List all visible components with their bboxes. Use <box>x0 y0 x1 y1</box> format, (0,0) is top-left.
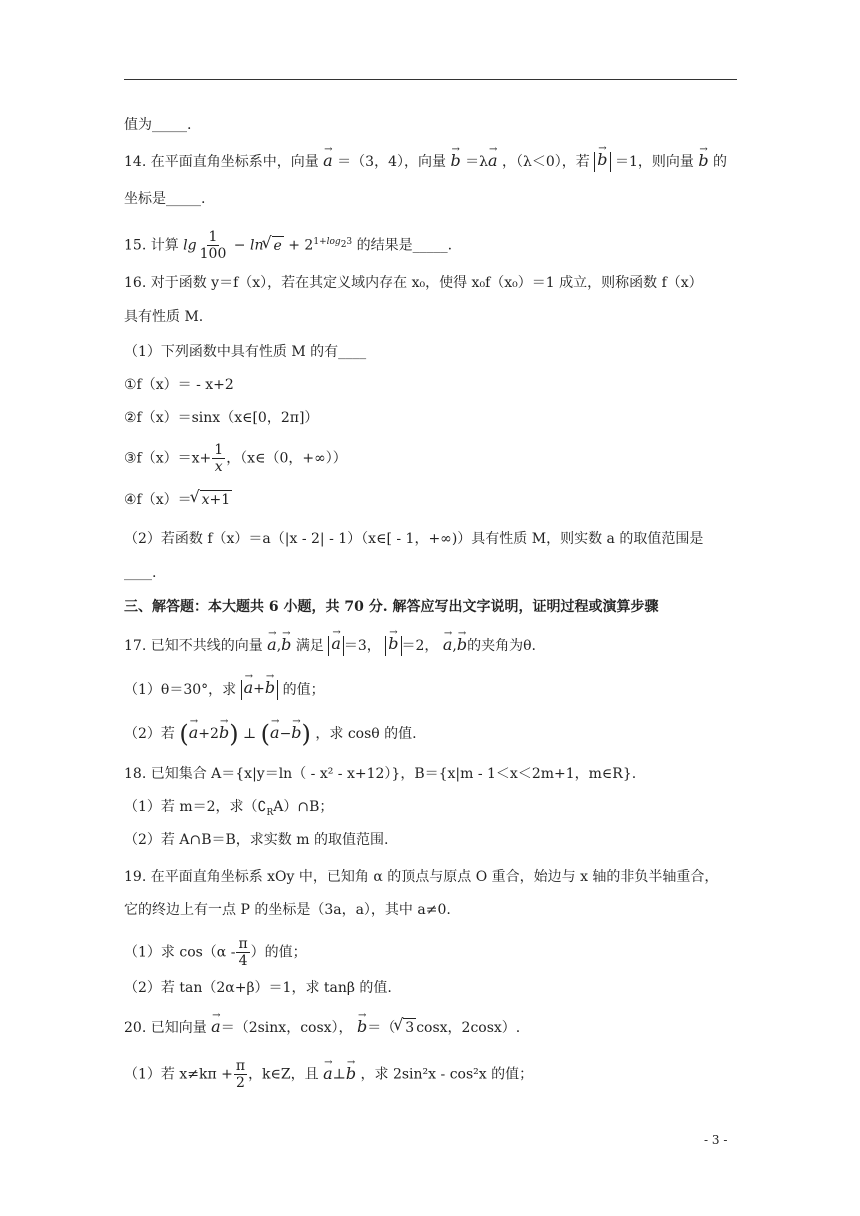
vector-a: → a <box>488 152 498 170</box>
fraction: $\frac{1}{x}$ <box>214 442 224 475</box>
q20-p1-mid: ，k∈Z，且 <box>248 1066 319 1083</box>
q18-p1: （1）若 m＝2，求（∁ <box>124 799 267 815</box>
q20-part-1: （1）若 x≠kπ + $\frac{\pi}{2}$ ，k∈Z，且 → a⊥→ b ，求 2sin²x - cos²x 的值； <box>124 1058 533 1091</box>
fraction: $\frac{\pi}{2}$ <box>235 1058 246 1091</box>
text-line: ①f（x）＝ - x+2 <box>124 377 234 393</box>
page-number: - 3 - <box>704 1133 728 1147</box>
fraction: $\frac{1}{100}$ <box>199 229 227 262</box>
section-heading: 三、解答题：本大题共 6 小题，共 70 分. 解答应写出文字说明，证明过程或演算步骤 <box>124 599 659 615</box>
vector-b: → b <box>698 152 708 170</box>
sqrt: √ e <box>272 236 284 255</box>
q17-p1-tail: 的值； <box>282 682 325 698</box>
text-line: 它的终边上有一点 P 的坐标是（3a，a），其中 a≠0. <box>124 902 451 918</box>
text-line: （2）若 A∩B＝B，求实数 m 的取值范围. <box>124 832 389 848</box>
text-line: 坐标是_____. <box>124 191 206 207</box>
q14-cond2: ＝1，则向量 <box>614 154 694 170</box>
func-4 <box>124 490 232 509</box>
text-line: （1）下列函数中具有性质 M 的有____ <box>124 344 367 360</box>
fraction: $\frac{\pi}{4}$ <box>238 936 248 969</box>
q17-sat: 满足 <box>295 638 324 654</box>
header-rule <box>124 79 737 80</box>
q18-p1-tail: A）∩B； <box>273 799 334 815</box>
text-line: ____. <box>124 565 157 581</box>
q18-part-1: （1）若 m＝2，求$(∁_RA)\cap B$； <box>124 799 334 818</box>
question-17: 17. 已知不共线的向量 → a,→ b 满足 → a ＝3， → b ＝2， → a,→ b的夹角为θ. <box>124 636 536 656</box>
q17-eq2: ＝2， <box>401 638 439 654</box>
q15-tail: 的结果是_____. <box>356 237 453 254</box>
question-14 <box>124 152 727 172</box>
q18-intro: 18. 已知集合 A＝{x|y＝ln（ - x² - x+12）}，B＝{x|m - 1＜x＜2m+1，m∈R}. <box>124 766 637 782</box>
q19-part-1 <box>124 936 307 969</box>
q17-part-2: （2）若 (→ a+2→ b) ⊥ (→ a−→ b) ，求 cosθ 的值. <box>124 724 417 743</box>
vector-a: → a <box>323 152 333 170</box>
func-3-text: ③f（x）＝x+ <box>124 450 212 467</box>
sqrt: √ x+1 <box>200 490 233 509</box>
q17-intro: 17. 已知不共线的向量 <box>124 638 263 654</box>
q17-perp: ⊥ <box>243 726 257 742</box>
question-15: 15. 计算 lg $\frac{1}{100}$ − ln√ $e + 2^{1+log_23}$ 的结果是_____. <box>124 229 452 262</box>
q20-a-value: ＝（2sinx，cosx）， <box>220 1020 353 1036</box>
text-line: （2）若 tan（2α+β）＝1，求 tanβ 的值. <box>124 980 392 996</box>
text-line: 值为_____. <box>124 117 192 133</box>
q20-p1-tail: ，求 2sin²x - cos²x 的值； <box>360 1066 534 1083</box>
q17-part-1: （1）θ＝30°，求 → a+→ b 的值； <box>124 680 325 700</box>
q15-intro: 15. 计算 <box>124 237 179 254</box>
question-20: 20. 已知向量 → a＝（2sinx，cosx）， → b＝（√ 3 cosx，2cosx）. <box>124 1018 520 1037</box>
text-line: 19. 在平面直角坐标系 xOy 中，已知角 α 的顶点与原点 O 重合，始边与 x 轴的非负半轴重合， <box>124 869 719 885</box>
q17-p2-tail: ，求 cosθ 的值. <box>315 726 417 742</box>
q20-intro: 20. 已知向量 <box>124 1020 207 1036</box>
q14-intro: 14. 在平面直角坐标系中，向量 <box>124 154 319 170</box>
abs-b: → b <box>594 152 610 172</box>
q20-b-tail: cosx，2cosx）. <box>416 1020 521 1036</box>
q14-tail: 的 <box>713 154 728 170</box>
text-line: （2）若函数 f（x）＝a（|x - 2| - 1）（x∈[ - 1，+∞)）具有性质 M，则实数 a 的取值范围是 <box>124 531 704 547</box>
q20-b-value: ＝（ <box>367 1020 396 1036</box>
q14-cond: ，（λ＜0），若 <box>502 154 590 170</box>
vector-b: → b <box>450 152 460 170</box>
func-4-text: ④f（x）＝ <box>124 492 192 508</box>
text-line: 16. 对于函数 y＝f（x），若在其定义域内存在 x₀，使得 x₀f（x₀）＝1 成立，则称函数 f（x） <box>124 275 703 291</box>
q17-p2: （2）若 <box>124 726 175 742</box>
q17-angle: 的夹角为θ. <box>467 638 537 654</box>
func-3-tail: ，（x∈（0，+∞）） <box>226 450 347 467</box>
text-line: 具有性质 M. <box>124 309 204 325</box>
q14-b-eq: ＝λ <box>465 154 489 170</box>
text-line: ②f（x）＝sinx（x∈[0，2π]） <box>124 410 319 426</box>
func-3 <box>124 442 347 475</box>
q17-p1: （1）θ＝30°，求 <box>124 682 237 698</box>
q20-p1: （1）若 x≠kπ + <box>124 1066 233 1083</box>
q17-eq3: ＝3， <box>343 638 381 654</box>
q14-a-value: ＝（3，4），向量 <box>337 154 446 170</box>
q19-p1-tail: ）的值； <box>250 944 307 961</box>
q19-p1: （1）求 cos（α - <box>124 944 236 961</box>
